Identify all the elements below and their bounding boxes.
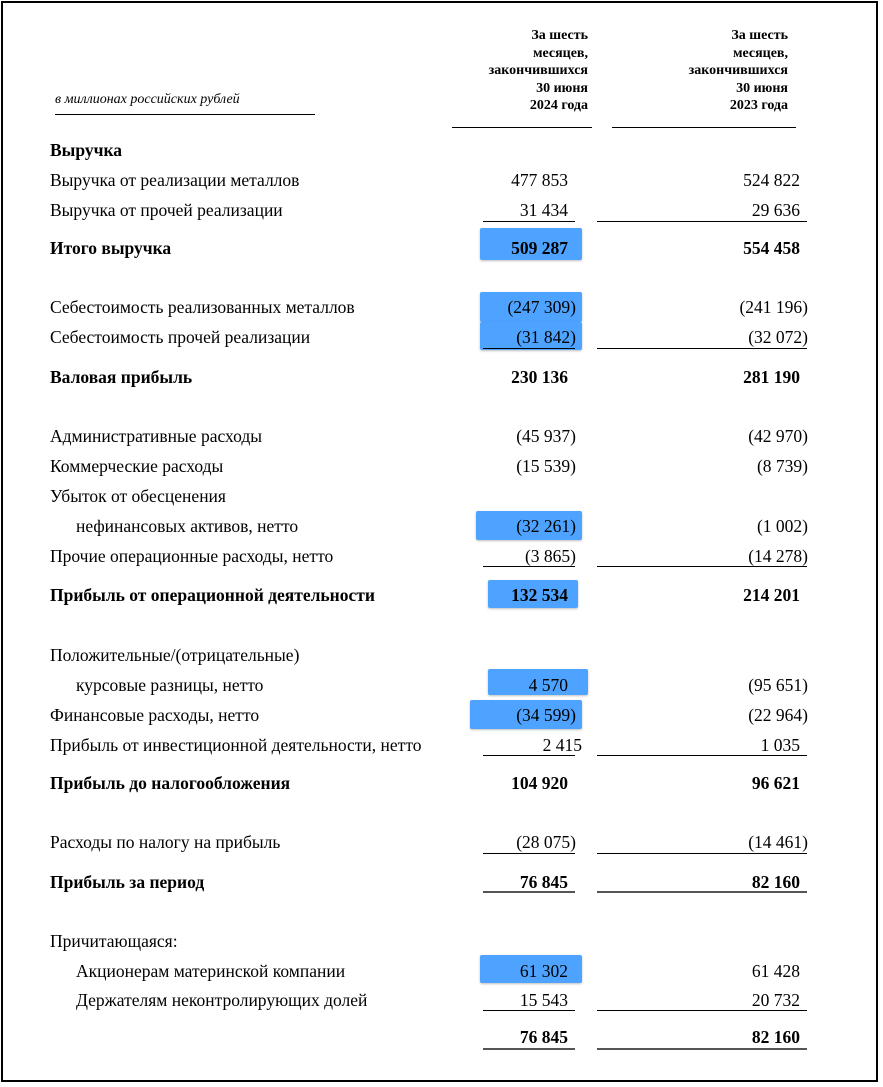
value-2024: 76 845 [519,872,568,892]
row-label-other-operating: Прочие операционные расходы, нетто [50,546,334,566]
row-label-total-revenue: Итого выручка [50,238,172,258]
row-label-selling-expenses: Коммерческие расходы [50,456,224,476]
unit-underline [55,114,315,115]
value-2024: 76 845 [519,1027,568,1047]
row-label-impairment-heading: Убыток от обесценения [50,486,226,506]
row-label-impairment: нефинансовых активов, нетто [76,516,299,536]
row-label-pretax-profit: Прибыль до налогообложения [50,773,291,793]
value-2024: (3 865) [524,546,576,566]
row-label-investment-income: Прибыль от инвестиционной деятельности, нетто [50,735,422,755]
row-label-parent-shareholders: Акционерам материнской компании [76,961,346,981]
row-label-admin-expenses: Административные расходы [50,426,262,446]
subtotal-line [483,221,575,222]
value-2023: (42 970) [748,426,808,446]
total-double-line [483,891,575,893]
row-label-attributable: Причитающаяся: [50,931,178,951]
unit-note: в миллионах российских рублей [55,92,240,107]
value-2024: 132 534 [511,585,568,605]
row-label-metals-revenue: Выручка от реализации металлов [50,170,300,190]
subtotal-line [597,221,807,222]
column-header-2024 [440,27,588,115]
value-2023: (8 739) [756,456,808,476]
col-2023-line: 2023 года [729,98,788,113]
column-header-2023-underline [612,127,796,128]
value-2023: (241 196) [739,297,808,317]
value-2023: 281 190 [743,367,800,387]
column-header-2024-underline [452,127,592,128]
row-label-cost-metals: Себестоимость реализованных металлов [50,297,355,317]
value-2024: 477 853 [511,170,568,190]
col-2024-line: закончившихся [488,63,588,78]
subtotal-line [483,1010,575,1011]
value-2024: 104 920 [511,773,568,793]
subtotal-line [597,1010,807,1011]
row-label-fx-heading: Положительные/(отрицательные) [50,645,300,665]
value-2023: 61 428 [751,961,800,981]
value-2023: 214 201 [743,585,800,605]
row-label-gross-profit: Валовая прибыль [50,367,193,387]
row-label-cost-other: Себестоимость прочей реализации [50,327,311,347]
col-2024-line: 30 июня [536,80,588,96]
value-2024: (15 539) [516,456,576,476]
col-2023-line: закончившихся [688,63,788,78]
col-2024-line: 2024 года [529,98,588,113]
value-2023: 82 160 [751,1027,800,1047]
value-2023: (95 651) [748,675,808,695]
value-2024: (34 599) [516,705,576,725]
total-double-line [597,1048,807,1050]
value-2023: (14 461) [748,832,808,852]
row-label-period-profit: Прибыль за период [50,872,205,892]
value-2024: 15 543 [519,990,568,1010]
value-2023: 82 160 [751,872,800,892]
value-2023: 1 035 [760,735,800,755]
subtotal-line [597,755,807,756]
col-2023-line: 30 июня [736,80,788,96]
value-2023: 20 732 [751,990,800,1010]
value-2024: 31 434 [519,200,568,220]
subtotal-line [597,348,807,349]
value-2024: (45 937) [516,426,576,446]
value-2024: 4 570 [528,675,568,695]
value-2024: 61 302 [519,961,568,981]
value-2024: (32 261) [516,516,576,536]
value-2023: (1 002) [756,516,808,536]
column-header-2023 [640,27,788,115]
value-2023: 524 822 [743,170,800,190]
total-double-line [483,1048,575,1050]
document-frame [1,1,878,1082]
subtotal-line [597,566,807,567]
row-label-fx: курсовые разницы, нетто [76,675,264,695]
value-2023: (22 964) [748,705,808,725]
row-label-income-tax: Расходы по налогу на прибыль [50,832,281,852]
value-2024: (247 309) [507,297,576,317]
subtotal-line [483,755,575,756]
col-2023-line: За шесть [731,28,788,43]
subtotal-line [483,348,575,349]
row-label-finance-costs: Финансовые расходы, нетто [50,705,260,725]
col-2024-line: За шесть [531,28,588,43]
value-2024: 509 287 [511,238,568,258]
value-2023: 96 621 [751,773,800,793]
subtotal-line [483,566,575,567]
row-label-operating-profit: Прибыль от операционной деятельности [50,585,375,605]
subtotal-line [597,853,807,854]
total-double-line [597,891,807,893]
value-2023: 554 458 [743,238,800,258]
value-2024: (28 075) [516,832,576,852]
value-2023: (32 072) [748,327,808,347]
value-2023: (14 278) [748,546,808,566]
value-2024: 2 415 [542,735,582,755]
row-label-revenue-heading: Выручка [50,140,123,160]
col-2023-line: месяцев, [732,45,788,61]
value-2024: (31 842) [516,327,576,347]
col-2024-line: месяцев, [532,45,588,61]
row-label-other-revenue: Выручка от прочей реализации [50,200,283,220]
value-2024: 230 136 [511,367,568,387]
value-2023: 29 636 [751,200,800,220]
subtotal-line [483,853,575,854]
row-label-nci: Держателям неконтролирующих долей [76,990,368,1010]
